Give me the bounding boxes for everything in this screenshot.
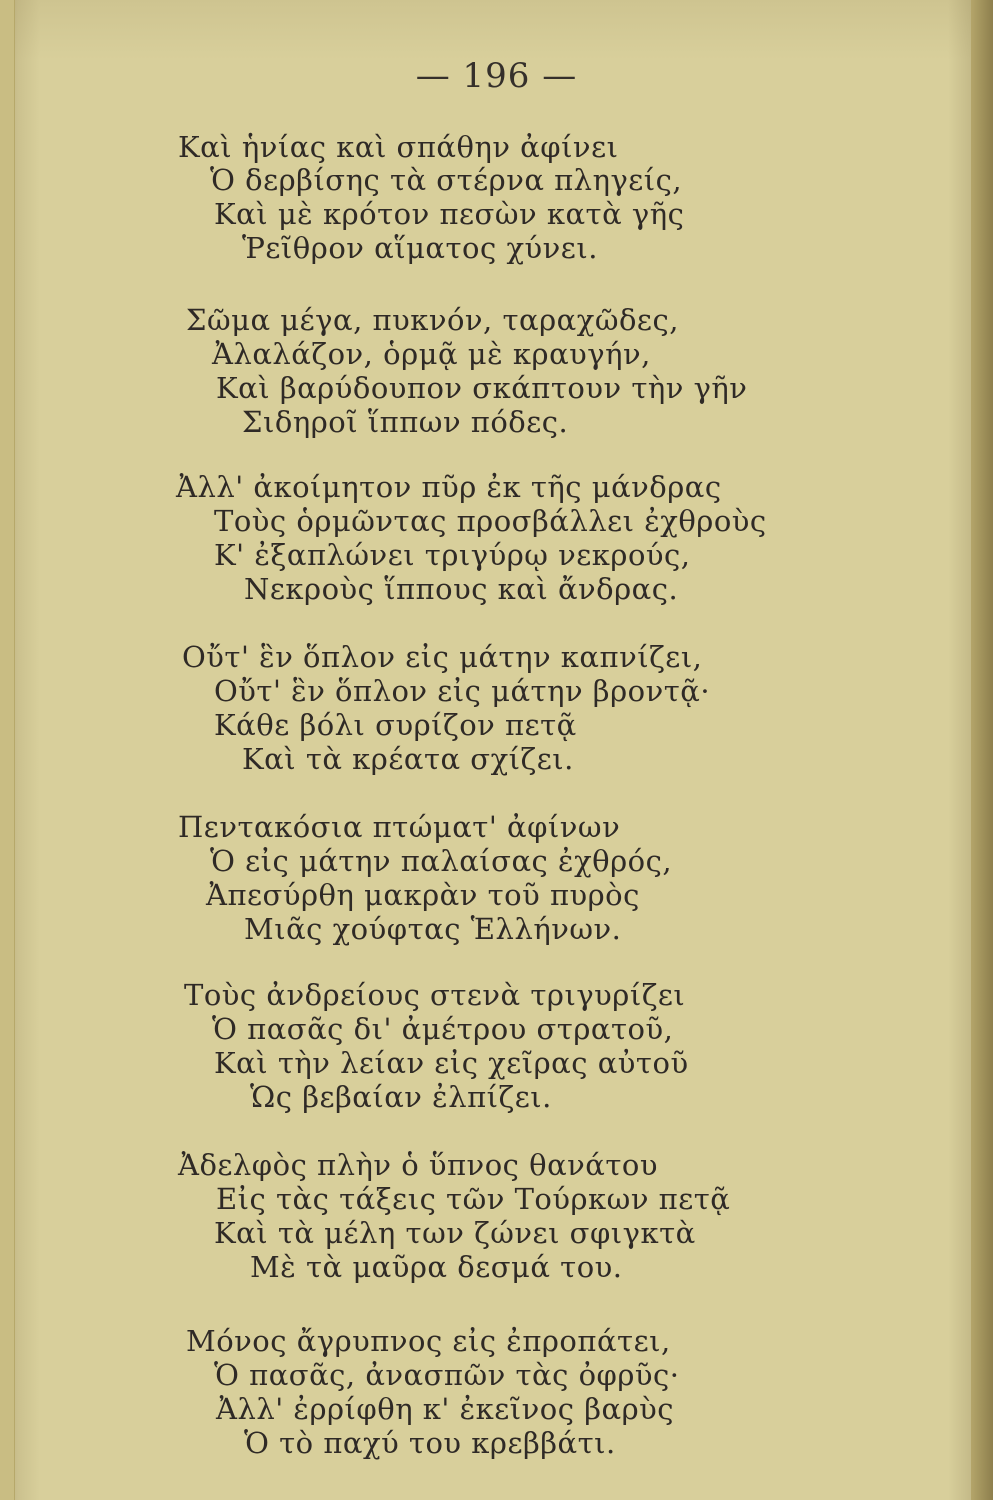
poem-line: Ὁ εἰς μάτην παλαίσας ἐχθρός,	[210, 844, 673, 878]
poem-line: Ὡς βεβαίαν ἐλπίζει.	[250, 1080, 552, 1114]
poem-line: Ὁ τὸ παχύ του κρεββάτι.	[244, 1426, 616, 1460]
poem-line: Σιδηροῖ ἵππων πόδες.	[242, 405, 569, 439]
poem-line: Ὁ δερβίσης τὰ στέρνα πληγείς,	[210, 163, 683, 197]
poem-line: Κ' ἐξαπλώνει τριγύρῳ νεκρούς,	[214, 538, 691, 572]
poem-line: Ἀδελφὸς πλὴν ὁ ὕπνος θανάτου	[178, 1148, 658, 1182]
poem-line: Οὔτ' ἓν ὅπλον εἰς μάτην βροντᾷ·	[214, 674, 711, 708]
poem-line: Καὶ βαρύδουπον σκάπτουν τὴν γῆν	[216, 371, 748, 405]
poem-line: Μιᾶς χούφτας Ἑλλήνων.	[244, 912, 622, 946]
poem-line: Σῶμα μέγα, πυκνόν, ταραχῶδες,	[186, 303, 679, 337]
poem-line: Πεντακόσια πτώματ' ἀφίνων	[178, 810, 621, 844]
poem-line: Ἀλαλάζον, ὁρμᾷ μὲ κραυγήν,	[212, 337, 651, 371]
poem-line: Καὶ ἡνίας καὶ σπάθην ἀφίνει	[178, 130, 619, 164]
poem-line: Ὁ πασᾶς δι' ἀμέτρου στρατοῦ,	[212, 1012, 674, 1046]
poem-line: Οὔτ' ἓν ὅπλον εἰς μάτην καπνίζει,	[182, 640, 703, 674]
poem-line: Ῥεῖθρον αἵματος χύνει.	[242, 231, 598, 265]
poem-line: Τοὺς ἀνδρείους στενὰ τριγυρίζει	[184, 978, 686, 1012]
poem-line: Ὁ πασᾶς, ἀνασπῶν τὰς ὀφρῦς·	[214, 1358, 680, 1392]
poem-line: Μὲ τὰ μαῦρα δεσμά του.	[250, 1250, 623, 1284]
page-number: — 196 —	[415, 56, 578, 96]
poem-line: Μόνος ἄγρυπνος εἰς ἐπροπάτει,	[186, 1324, 671, 1358]
poem-line: Κάθε βόλι συρίζον πετᾷ	[214, 708, 577, 742]
poem-line: Ἀπεσύρθη μακρὰν τοῦ πυρὸς	[206, 878, 640, 912]
poem-line: Νεκροὺς ἵππους καὶ ἄνδρας.	[244, 572, 679, 606]
poem-line: Καὶ τὴν λείαν εἰς χεῖρας αὐτοῦ	[214, 1046, 689, 1080]
poem-line: Ἀλλ' ἀκοίμητον πῦρ ἐκ τῆς μάνδρας	[176, 470, 722, 504]
page-gutter	[0, 0, 15, 1500]
poem-line: Εἰς τὰς τάξεις τῶν Τούρκων πετᾷ	[216, 1182, 731, 1216]
poem-line: Τοὺς ὁρμῶντας προσβάλλει ἐχθροὺς	[214, 504, 767, 538]
poem-line: Καὶ τὰ κρέατα σχίζει.	[242, 742, 574, 776]
poem-line: Καὶ τὰ μέλη των ζώνει σφιγκτὰ	[214, 1216, 696, 1250]
poem-line: Ἀλλ' ἐρρίφθη κ' ἐκεῖνος βαρὺς	[216, 1392, 674, 1426]
poem-line: Καὶ μὲ κρότον πεσὼν κατὰ γῆς	[214, 197, 685, 231]
page-edge-shadow	[971, 0, 993, 1500]
